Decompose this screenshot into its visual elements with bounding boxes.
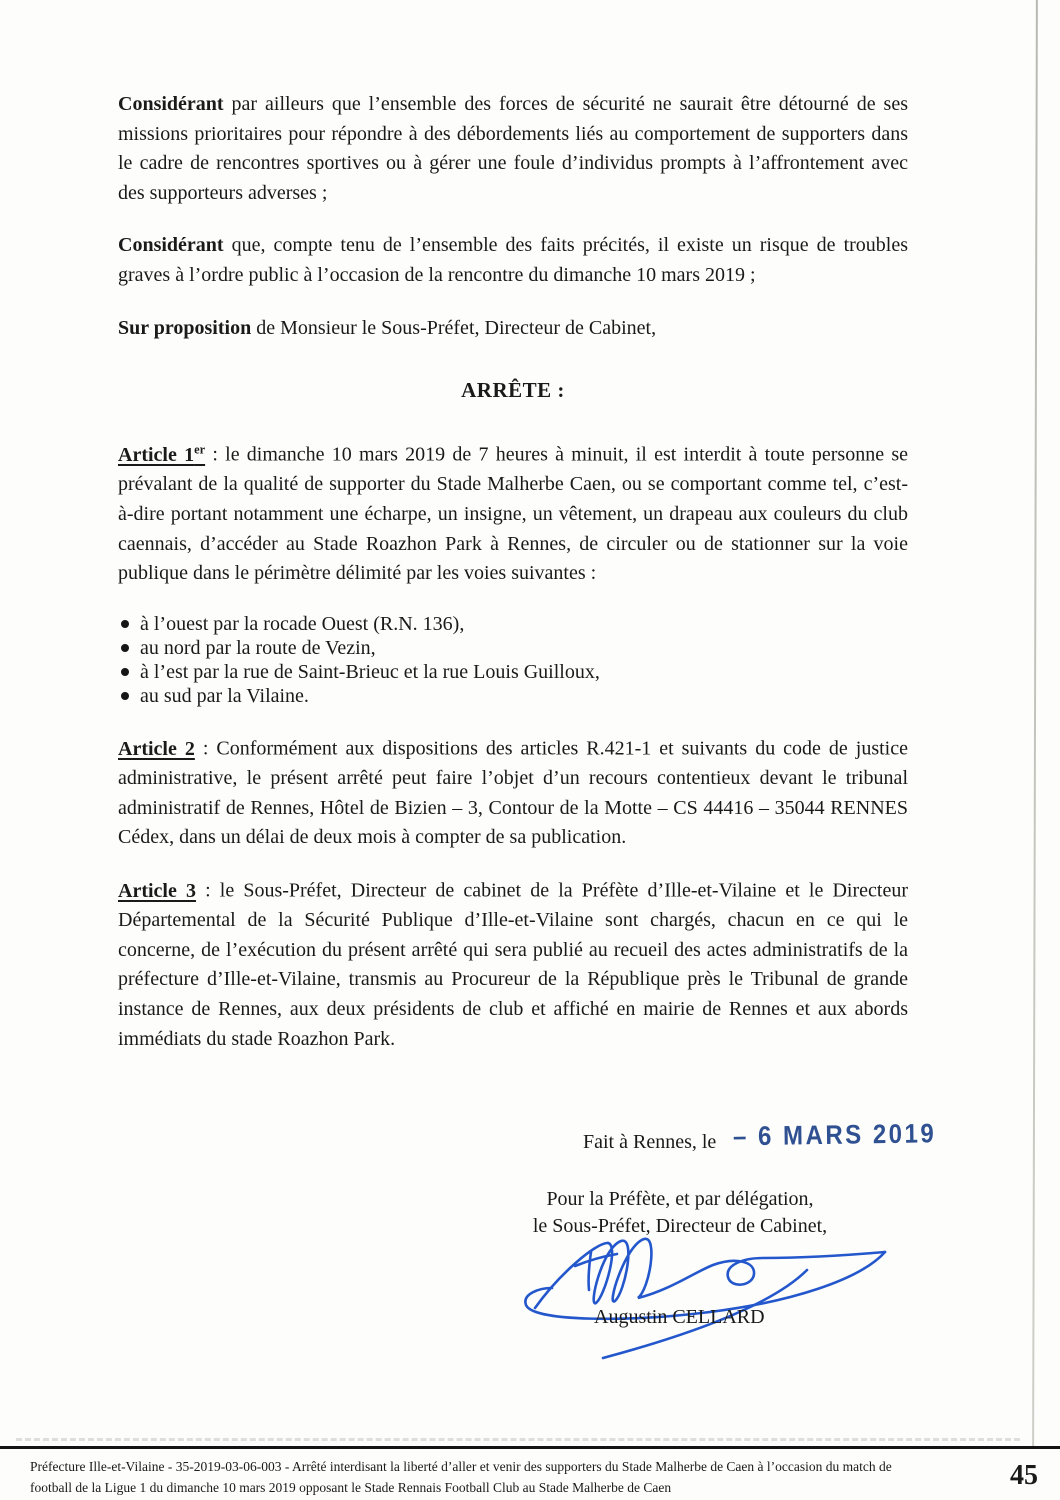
article-1-label xyxy=(118,444,205,466)
signatory-name: Augustin CELLARD xyxy=(594,1306,765,1328)
page-footer xyxy=(30,1457,960,1499)
handwritten-signature xyxy=(505,1228,905,1363)
paragraph-text: de Monsieur le Sous-Préfet, Directeur de Cabinet, xyxy=(251,316,657,339)
scan-dash-artifact xyxy=(16,1438,1020,1441)
article-3-label-text: Article 3 xyxy=(118,879,196,902)
list-item xyxy=(118,636,908,660)
article-1-label-text: Article 1 xyxy=(118,443,195,466)
bullet-icon xyxy=(121,692,129,700)
article-1-label-sup: er xyxy=(194,442,206,457)
bullet-icon xyxy=(121,644,129,652)
bullet-icon xyxy=(121,668,129,676)
arrete-heading: ARRÊTE : xyxy=(461,378,565,403)
delegation-line-2: le Sous-Préfet, Directeur de Cabinet, xyxy=(532,1215,828,1237)
bullet-text: à l’est par la rue de Saint-Brieuc et la rue Louis Guilloux, xyxy=(140,660,600,683)
article-2 xyxy=(118,734,908,853)
article-separator: : xyxy=(205,443,226,466)
paragraph-considerant-1 xyxy=(118,90,908,208)
paragraph-sur-proposition xyxy=(118,314,908,344)
footer-divider xyxy=(0,1446,1060,1449)
article-separator: : xyxy=(195,879,220,902)
paragraph-text: que, compte tenu de l’ensemble des faits précités, il existe un risque de troubles graves à l’ordre public à l’occasion de la rencontre du dimanche 10 mars 2019 ; xyxy=(118,234,908,286)
paragraph-lead: Sur proposition xyxy=(118,316,252,339)
article-1-body: le dimanche 10 mars 2019 de 7 heures à minuit, il est interdit à toute personne se prévalant de la qualité de supporter du Stade Malherbe Caen, ou se comportant comme tel, c’est-à-dire portant notamment une écharpe, un insigne, un vêtement, un drapeau aux couleurs du club caennais, d’accéder au Stade Roazhon Park à Rennes, de circuler ou de stationner sur la voie publique dans le périmètre délimité par les voies suivantes : xyxy=(118,443,908,585)
paragraph-text: par ailleurs que l’ensemble des forces de sécurité ne saurait être détourné de ses missions prioritaires pour répondre à des débordements liés au comportement de supporters dans le cadre de rencontres sportives ou à gérer une foule d’individus prompts à l’affrontement avec des supporteurs adverses ; xyxy=(118,93,908,204)
article-2-label xyxy=(118,738,195,760)
delegation-block xyxy=(440,1186,920,1240)
article-2-body: Conformément aux dispositions des articles R.421-1 et suivants du code de justice administrative, le présent arrêté peut faire l’objet d’un recours contentieux devant le tribunal administratif de Rennes, Hôtel de Bizien – 3, Contour de la Motte – CS 44416 – 35044 RENNES Cédex, dans un délai de deux mois à compter de sa publication. xyxy=(118,737,908,849)
bullet-text: au sud par la Vilaine. xyxy=(140,684,309,707)
paragraph-considerant-2 xyxy=(118,231,908,290)
bullet-text: à l’ouest par la rocade Ouest (R.N. 136), xyxy=(140,612,465,635)
article-3-body: le Sous-Préfet, Directeur de cabinet de la Préfète d’Ille-et-Vilaine et le Directeur Départemental de la Sécurité Publique d’Ille-et-Vilaine sont chargés, chacun en ce qui le concerne, de l’exécution du présent arrêté qui sera publié au recueil des actes administratifs de la préfecture d’Ille-et-Vilaine, transmis au Procureur de la République près le Tribunal de grande instance de Rennes, aux deux présidents de club et affiché en mairie de Rennes et aux abords immédiats du stade Roazhon Park. xyxy=(118,879,908,1050)
article-separator: : xyxy=(194,737,217,760)
perimeter-bullet-list xyxy=(118,612,908,708)
paragraph-lead: Considérant xyxy=(118,234,224,257)
bullet-text: au nord par la route de Vezin, xyxy=(140,636,376,659)
date-stamp: – 6 MARS 2019 xyxy=(732,1118,937,1153)
list-item xyxy=(118,660,908,684)
bullet-icon xyxy=(121,620,129,628)
list-item xyxy=(118,612,908,636)
footer-line-1: Préfecture Ille-et-Vilaine - 35-2019-03-06-003 - Arrêté interdisant la liberté d’aller et venir des supporters du Stade Malherbe de Caen à l’occasion du match de xyxy=(30,1459,892,1474)
page-number: 45 xyxy=(1010,1460,1038,1491)
scan-edge-line xyxy=(1032,0,1038,1447)
list-item xyxy=(118,684,908,708)
place-date-label: Fait à Rennes, le xyxy=(583,1131,717,1153)
footer-line-2: football de la Ligue 1 du dimanche 10 mars 2019 opposant le Stade Rennais Football Club au Stade Malherbe de Caen xyxy=(30,1479,672,1495)
delegation-line-1: Pour la Préfète, et par délégation, xyxy=(546,1188,814,1210)
paragraph-lead: Considérant xyxy=(118,93,224,115)
article-3-label xyxy=(118,880,196,902)
article-2-label-text: Article 2 xyxy=(118,737,195,760)
document-body xyxy=(118,90,908,1077)
article-3 xyxy=(118,876,908,1054)
article-1 xyxy=(118,440,908,589)
